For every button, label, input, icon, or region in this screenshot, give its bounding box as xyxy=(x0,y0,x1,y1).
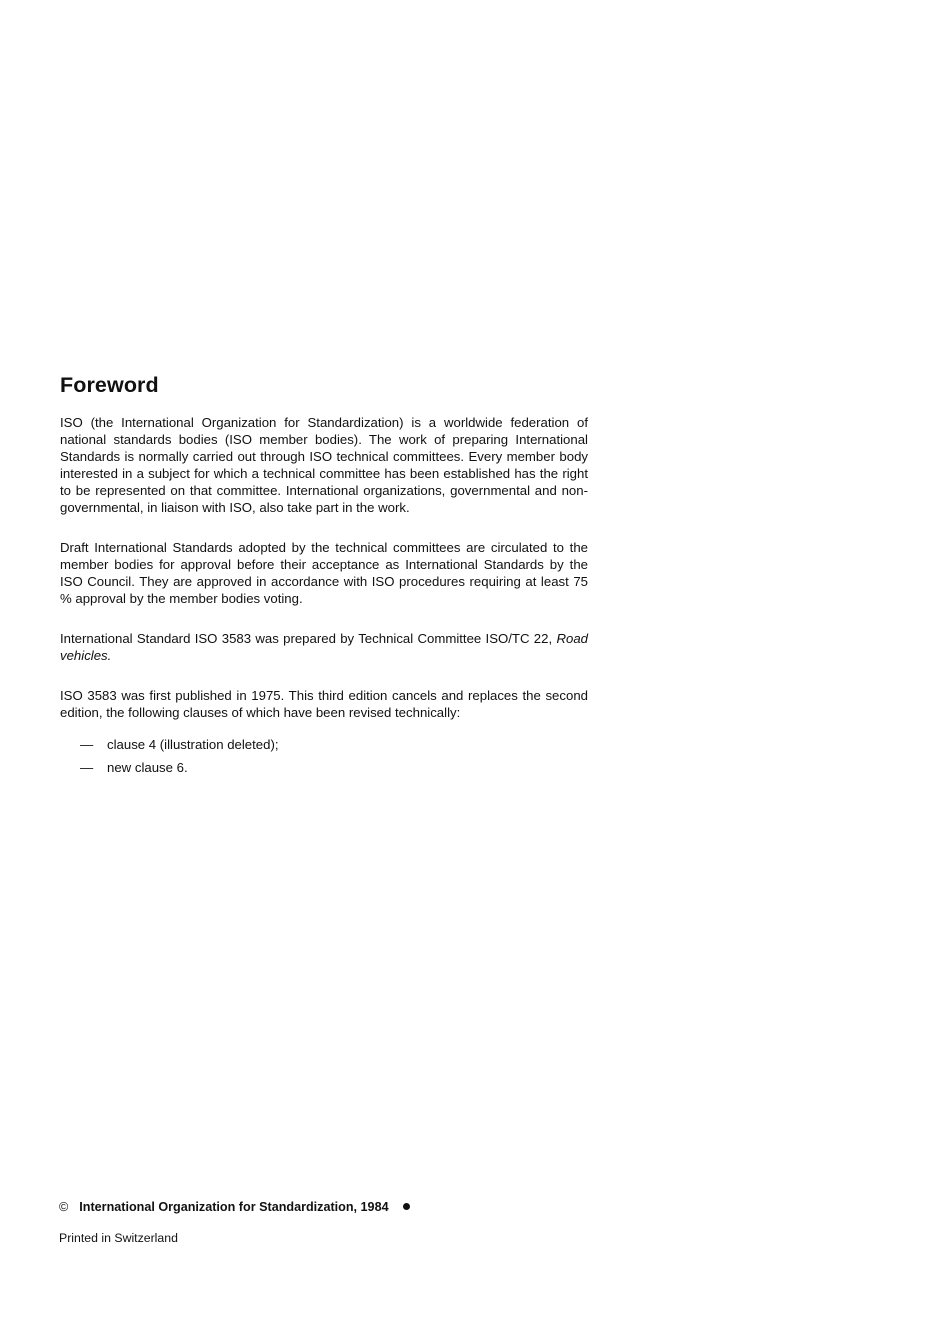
foreword-section xyxy=(60,371,588,783)
foreword-paragraph-4: ISO 3583 was first published in 1975. This third edition cancels and replaces the second edition, the following clauses of which have been revised technically: xyxy=(60,687,588,720)
list-item xyxy=(60,760,588,777)
foreword-paragraph-3 xyxy=(60,631,588,665)
foreword-paragraph-1: ISO (the International Organization for Standardization) is a worldwide federation of national standards bodies (ISO member bodies). The work of preparing International Standards is normally carried out through ISO technical committees. Every member body interested in a subject for which a technical committee has been established has the right to be represented on that committee. International organizations, governmental and non-governmental, in liaison with ISO, also take part in the work. xyxy=(60,415,588,515)
copyright-text: International Organization for Standardization, 1984 xyxy=(79,1200,389,1214)
printed-in-line: Printed in Switzerland xyxy=(59,1231,178,1245)
revised-clauses-list xyxy=(60,737,588,777)
list-item xyxy=(60,737,588,754)
list-item-text: clause 4 (illustration deleted); xyxy=(107,736,279,752)
copyright-symbol: © xyxy=(59,1200,69,1214)
committee-title: Road vehicles. xyxy=(60,631,588,663)
list-item-text: new clause 6. xyxy=(107,759,188,775)
copyright-line xyxy=(59,1199,410,1215)
list-dash: — xyxy=(80,736,94,752)
bullet-dot-icon xyxy=(403,1203,410,1210)
foreword-heading: Foreword xyxy=(60,373,159,397)
foreword-paragraph-2: Draft International Standards adopted by the technical committees are circulated to the member bodies for approval before their acceptance as International Standards by the ISO Council. They are approved in accordance with ISO procedures requiring at least 75 % approval by the member bodies voting. xyxy=(60,540,588,607)
committee-statement: International Standard ISO 3583 was prepared by Technical Committee ISO/TC 22, xyxy=(60,631,553,647)
list-dash: — xyxy=(80,759,94,775)
